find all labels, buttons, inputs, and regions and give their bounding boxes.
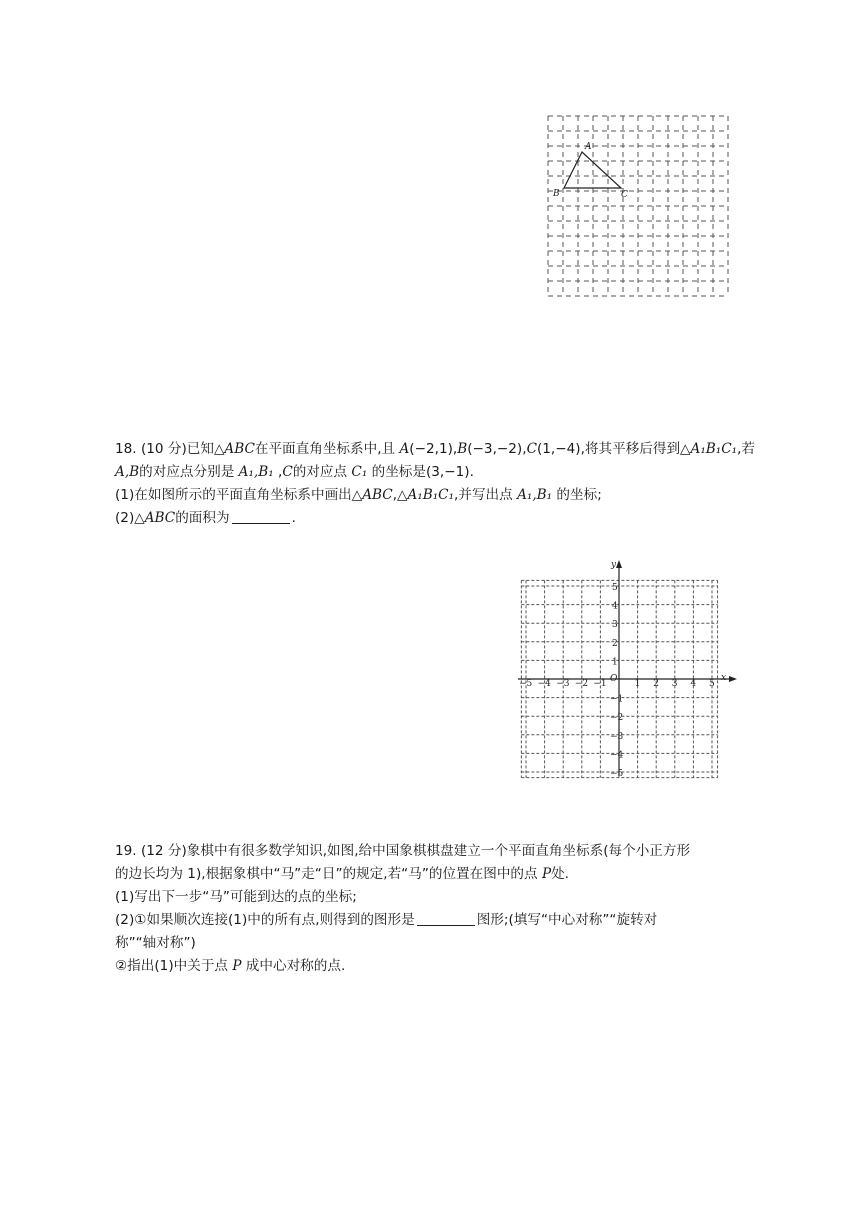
x-tick-label: 5 — [709, 679, 715, 689]
q19-part-2: (2)①如果顺次连接(1)中的所有点,则得到的图形是 图形;(填写“中心对称”“旋转对 — [115, 912, 658, 928]
q18-intro: 18. (10 分)已知△ — [115, 441, 225, 457]
point-a: A — [399, 441, 410, 457]
y-tick-label: −3 — [610, 731, 624, 742]
q18-line-2: A,B的对应点分别是 A₁,B₁ ,C的对应点 C₁ 的坐标是(3,−1). — [115, 464, 474, 480]
x-tick-label: −4 — [537, 679, 551, 689]
x-tick-label: 3 — [671, 679, 678, 689]
y-tick-label: −5 — [610, 769, 624, 779]
point-c: C — [526, 441, 537, 457]
x-tick-label: 1 — [634, 679, 641, 689]
dashed-grid — [548, 116, 728, 296]
label-a: A — [585, 142, 592, 152]
q18-line-1: 18. (10 分)已知△ABC在平面直角坐标系中,且 A(−2,1),B(−3,−2),C(1,−4),将其平移后得到△A₁B₁C₁,若 — [115, 441, 756, 457]
q19-part-2-cont: 称”“轴对称”) — [115, 935, 196, 951]
y-tick-label: 1 — [612, 657, 618, 668]
y-tick-label: 5 — [612, 583, 618, 593]
answer-blank[interactable] — [232, 509, 290, 524]
q19-part-1: (1)写出下一步“马”可能到达的点的坐标; — [115, 889, 357, 905]
y-tick-label: −2 — [610, 713, 624, 724]
coordinate-plane-figure — [515, 555, 745, 780]
y-tick-label: −1 — [610, 694, 624, 705]
point-p: P — [541, 866, 552, 882]
q19-line-1: 19. (12 分)象棋中有很多数学知识,如图,给中国象棋棋盘建立一个平面直角坐标系(每个小正方形 — [115, 843, 691, 859]
origin-label: O — [610, 674, 618, 684]
y-tick-label: 2 — [612, 638, 618, 649]
x-tick-label: −1 — [593, 679, 607, 689]
x-tick-label: −3 — [556, 679, 570, 689]
y-tick-label: −4 — [610, 750, 624, 761]
y-axis-label: y — [611, 560, 617, 570]
x-tick-label: −5 — [519, 679, 533, 689]
triangle-a1b1c1-name: A₁B₁C₁ — [690, 441, 738, 457]
triangle-grid-figure — [540, 108, 740, 308]
point-b: B — [457, 441, 468, 457]
x-tick-label: −2 — [574, 679, 589, 689]
x-tick-label: 4 — [690, 679, 697, 689]
q19-part-2-sub: ②指出(1)中关于点 P 成中心对称的点. — [115, 958, 346, 974]
q18-part-1: (1)在如图所示的平面直角坐标系中画出△ABC,△A₁B₁C₁,并写出点 A₁,B₁ 的坐标; — [115, 487, 602, 503]
y-tick-label: 3 — [612, 620, 618, 631]
label-b: B — [553, 189, 560, 199]
answer-blank[interactable] — [417, 911, 475, 926]
x-tick-label: 2 — [653, 679, 659, 689]
point-c-coord: (1,−4), — [536, 441, 585, 457]
x-axis-label: x — [721, 673, 727, 683]
label-c: C — [621, 190, 628, 200]
y-tick-label: 4 — [612, 601, 618, 612]
q18-part-2: (2)△ABC的面积为 . — [115, 510, 296, 526]
point-a-coord: (−2,1), — [409, 441, 458, 457]
point-b-coord: (−3,−2), — [467, 441, 527, 457]
q19-line-2: 的边长均为 1),根据象棋中“马”走“日”的规定,若“马”的位置在图中的点 P处. — [115, 866, 570, 882]
triangle-abc-name: ABC — [224, 441, 255, 457]
